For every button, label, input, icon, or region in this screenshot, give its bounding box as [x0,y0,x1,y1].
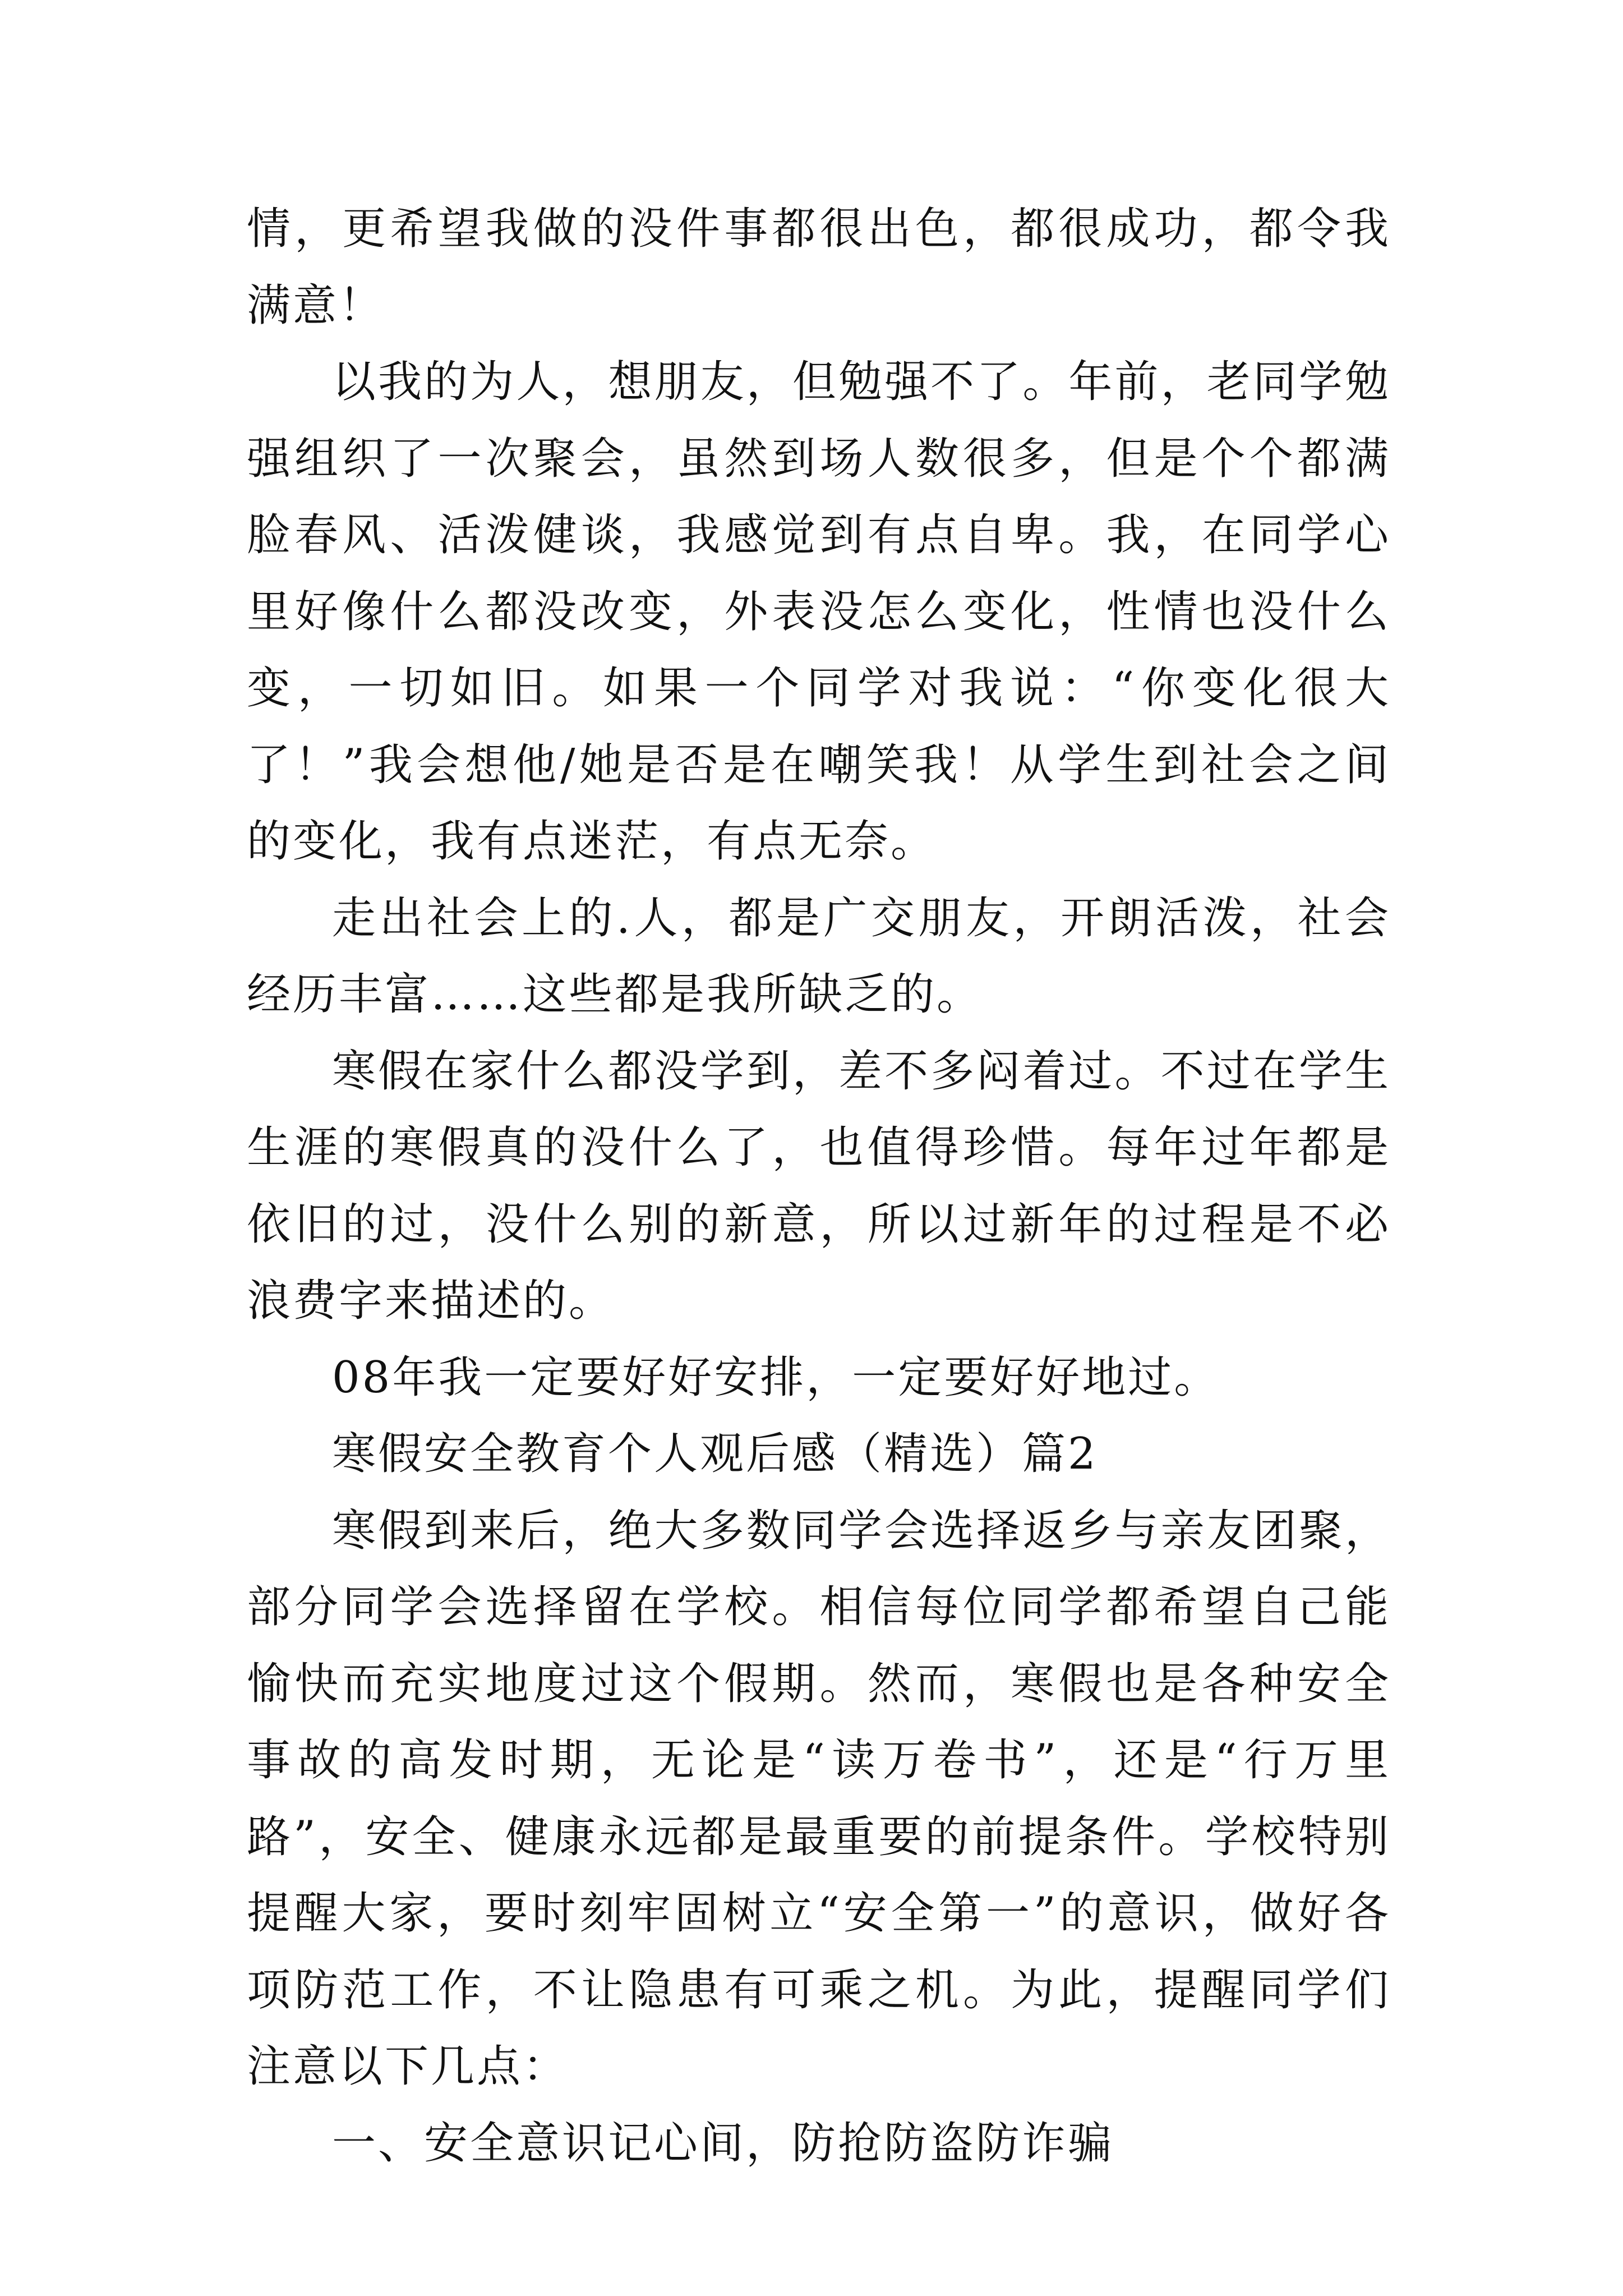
paragraph-safety-point-1: 一、安全意识记心间，防抢防盗防诈骗 [332,2118,1114,2169]
paragraph-resolution: 08年我一定要好好安排，一定要好好地过。 [332,1352,1220,1403]
paragraph-winter-break: 寒假在家什么都没学到，差不多闷着过。不过在学生生涯的寒假真的没什么了，也值得珍惜。每年过年都是依旧的过，没什么别的新意，所以过新年的过程是不必浪费字来描述的。 [247,1046,1391,1326]
paragraph-safety-intro: 寒假到来后，绝大多数同学会选择返乡与亲友团聚，部分同学会选择留在学校。相信每位同学都希望自己能愉快而充实地度过这个假期。然而，寒假也是各种安全事故的高发时期，无论是“读万卷书”，还是“行万里路”，安全、健康永远都是最重要的前提条件。学校特别提醒大家，要时刻牢固树立“安全第一”的意识，做好各项防范工作，不让隐患有可乘之机。为此，提醒同学们注意以下几点： [247,1505,1391,2092]
paragraph-society: 走出社会上的.人，都是广交朋友，开朗活泼，社会经历丰富……这些都是我所缺乏的。 [247,892,1391,1020]
paragraph-continuation: 情，更希望我做的没件事都很出色，都很成功，都令我满意！ [247,204,1391,331]
paragraph-reunion: 以我的为人，想朋友，但勉强不了。年前，老同学勉强组织了一次聚会，虽然到场人数很多，但是个个都满脸春风、活泼健谈，我感觉到有点自卑。我，在同学心里好像什么都没改变，外表没怎么变化，性情也没什么变，一切如旧。如果一个同学对我说：“你变化很大了！”我会想他/她是否是在嘲笑我！从学生到社会之间的变化，我有点迷茫，有点无奈。 [247,357,1391,867]
document-page [247,191,1391,2182]
section-heading: 寒假安全教育个人观后感（精选）篇2 [332,1429,1098,1479]
